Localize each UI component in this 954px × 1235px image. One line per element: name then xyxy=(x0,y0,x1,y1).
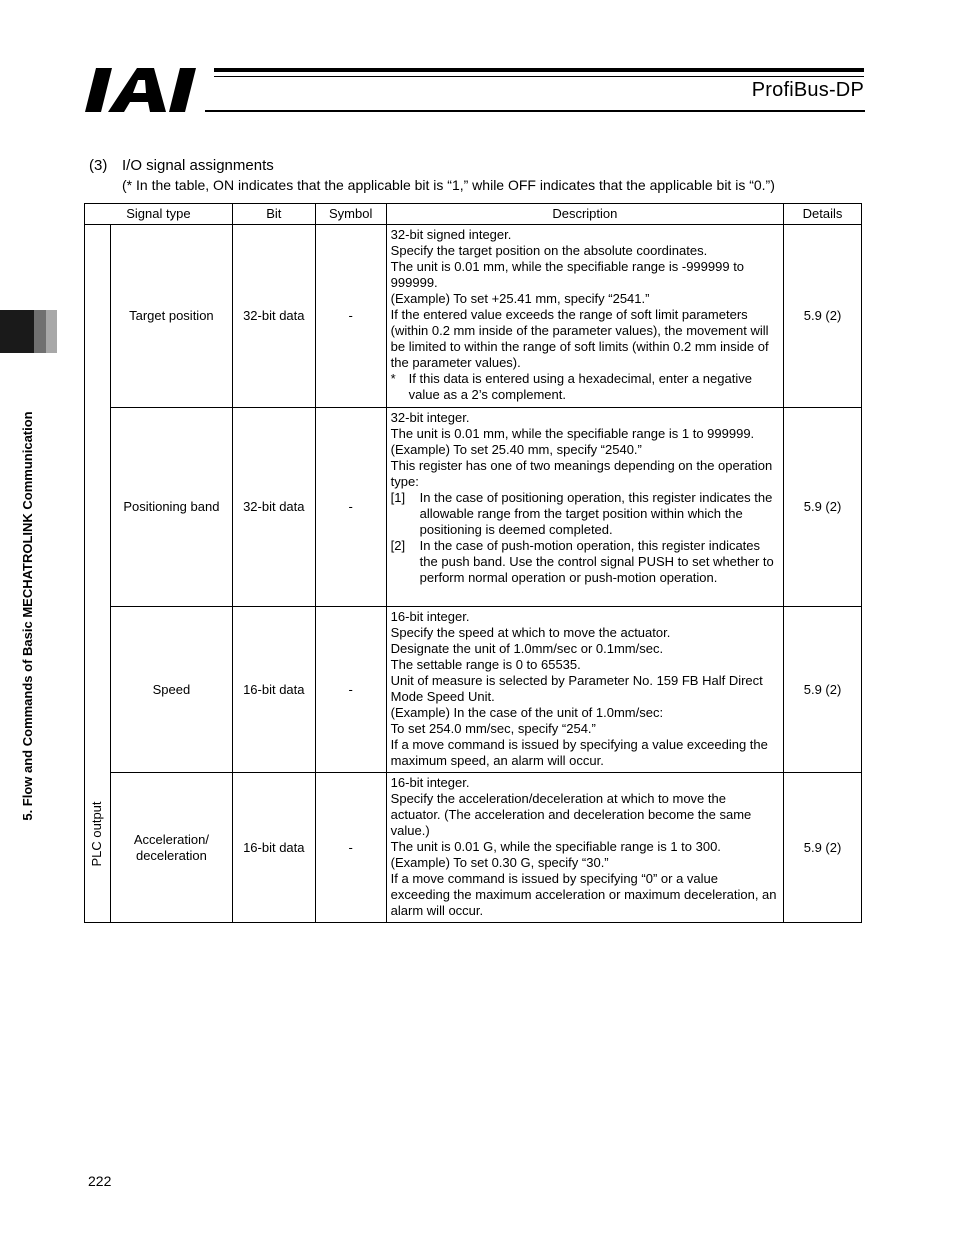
bit-cell: 32-bit data xyxy=(232,408,315,607)
page-number: 222 xyxy=(88,1173,112,1189)
chapter-tab-shade-light xyxy=(46,310,57,353)
list-item-text: In the case of push-motion operation, this register indicates the push band. Use the control signal PUSH to set whether to perform normal operation or push-motion operation. xyxy=(419,538,774,585)
description-line: Specify the speed at which to move the actuator. xyxy=(390,625,671,640)
table-row xyxy=(85,607,862,773)
description-line: 32-bit signed integer. xyxy=(390,227,512,242)
description-line: (Example) To set +25.41 mm, specify “2541.” xyxy=(390,291,650,306)
description-line: Designate the unit of 1.0mm/sec or 0.1mm/sec. xyxy=(390,641,664,656)
description-line: If the entered value exceeds the range of soft limit parameters (within 0.2 mm inside of the parameter values), the movement will be limited to within the range of soft limits (within 0.2 mm inside of the parameter values). xyxy=(390,307,769,370)
description-line: (Example) To set 25.40 mm, specify “2540.” xyxy=(390,442,642,457)
header-signal-type: Signal type xyxy=(85,204,233,225)
description-line: (Example) In the case of the unit of 1.0mm/sec: xyxy=(390,705,664,720)
signal-type-line: deceleration xyxy=(135,847,207,863)
description-line: 16-bit integer. xyxy=(390,609,470,624)
signal-type-line: Acceleration/ xyxy=(133,831,209,847)
section-title: I/O signal assignments xyxy=(122,157,274,174)
header-details: Details xyxy=(784,204,862,225)
details-cell: 5.9 (2) xyxy=(784,607,862,773)
description-line: The unit is 0.01 mm, while the specifiable range is 1 to 999999. xyxy=(390,426,755,441)
group-cell xyxy=(85,225,111,923)
section-note: (* In the table, ON indicates that the applicable bit is “1,” while OFF indicates that the applicable bit is “0.”) xyxy=(122,177,775,193)
header-rule-thin xyxy=(214,76,864,77)
header-description: Description xyxy=(386,204,783,225)
description-line: To set 254.0 mm/sec, specify “254.” xyxy=(390,721,596,736)
description-line: Unit of measure is selected by Parameter No. 159 FB Half Direct Mode Speed Unit. xyxy=(390,673,763,704)
chapter-title: 5. Flow and Commands of Basic MECHATROLINK Communication xyxy=(20,411,35,821)
description-line: The unit is 0.01 G, while the specifiable range is 1 to 300. xyxy=(390,839,721,854)
symbol-cell: - xyxy=(315,773,386,923)
description-line: If a move command is issued by specifying a value exceeding the maximum speed, an alarm will occur. xyxy=(390,737,768,768)
table-row xyxy=(85,225,862,408)
signal-type-cell: Speed xyxy=(110,607,232,773)
header-symbol: Symbol xyxy=(315,204,386,225)
description-cell xyxy=(386,773,783,923)
header-rule-thick xyxy=(214,68,864,72)
section-number: (3) xyxy=(89,157,108,174)
description-cell xyxy=(386,225,783,408)
bit-cell: 16-bit data xyxy=(232,607,315,773)
group-label: PLC output xyxy=(89,801,105,867)
description-cell xyxy=(386,408,783,607)
table-row xyxy=(85,773,862,923)
header-rule-bottom xyxy=(205,110,865,112)
header-bit: Bit xyxy=(232,204,315,225)
signal-type-cell: Positioning band xyxy=(110,408,232,607)
description-cell xyxy=(386,607,783,773)
chapter-tab-marker xyxy=(0,310,34,353)
description-line: Specify the target position on the absolute coordinates. xyxy=(390,243,708,258)
description-line: Specify the acceleration/deceleration at which to move the actuator. (The acceleration and deceleration become the same value.) xyxy=(390,791,752,838)
product-name: ProfiBus-DP xyxy=(751,79,864,101)
description-line: 32-bit integer. xyxy=(390,410,470,425)
description-line: The settable range is 0 to 65535. xyxy=(390,657,581,672)
signal-type-cell xyxy=(110,773,232,923)
list-item-mark: [1] xyxy=(390,490,406,505)
description-line: If a move command is issued by specifying “0” or a value exceeding the maximum acceleration or maximum deceleration, an alarm will occur. xyxy=(390,871,777,918)
list-item-text: In the case of positioning operation, this register indicates the allowable range from the target position within which the positioning is deemed completed. xyxy=(419,490,773,537)
description-list-item xyxy=(391,538,779,586)
symbol-cell: - xyxy=(315,225,386,408)
description-line: This register has one of two meanings depending on the operation type: xyxy=(390,458,773,489)
details-cell: 5.9 (2) xyxy=(784,773,862,923)
description-note xyxy=(391,371,779,403)
signal-type-cell: Target position xyxy=(110,225,232,408)
details-cell: 5.9 (2) xyxy=(784,408,862,607)
section-heading xyxy=(89,157,274,174)
symbol-cell: - xyxy=(315,607,386,773)
note-text: If this data is entered using a hexadecimal, enter a negative value as a 2’s complement. xyxy=(408,371,752,402)
iai-logo xyxy=(84,66,209,114)
description-line: The unit is 0.01 mm, while the specifiable range is -999999 to 999999. xyxy=(390,259,745,290)
chapter-tab-shade-dark xyxy=(34,310,46,353)
details-cell: 5.9 (2) xyxy=(784,225,862,408)
note-mark: * xyxy=(390,371,396,386)
bit-cell: 32-bit data xyxy=(232,225,315,408)
bit-cell: 16-bit data xyxy=(232,773,315,923)
list-item-mark: [2] xyxy=(390,538,406,553)
description-line: (Example) To set 0.30 G, specify “30.” xyxy=(390,855,609,870)
symbol-cell: - xyxy=(315,408,386,607)
table-header-row xyxy=(85,204,862,225)
description-list-item xyxy=(391,490,779,538)
io-signal-table xyxy=(84,203,862,923)
description-line: 16-bit integer. xyxy=(390,775,470,790)
table-row xyxy=(85,408,862,607)
